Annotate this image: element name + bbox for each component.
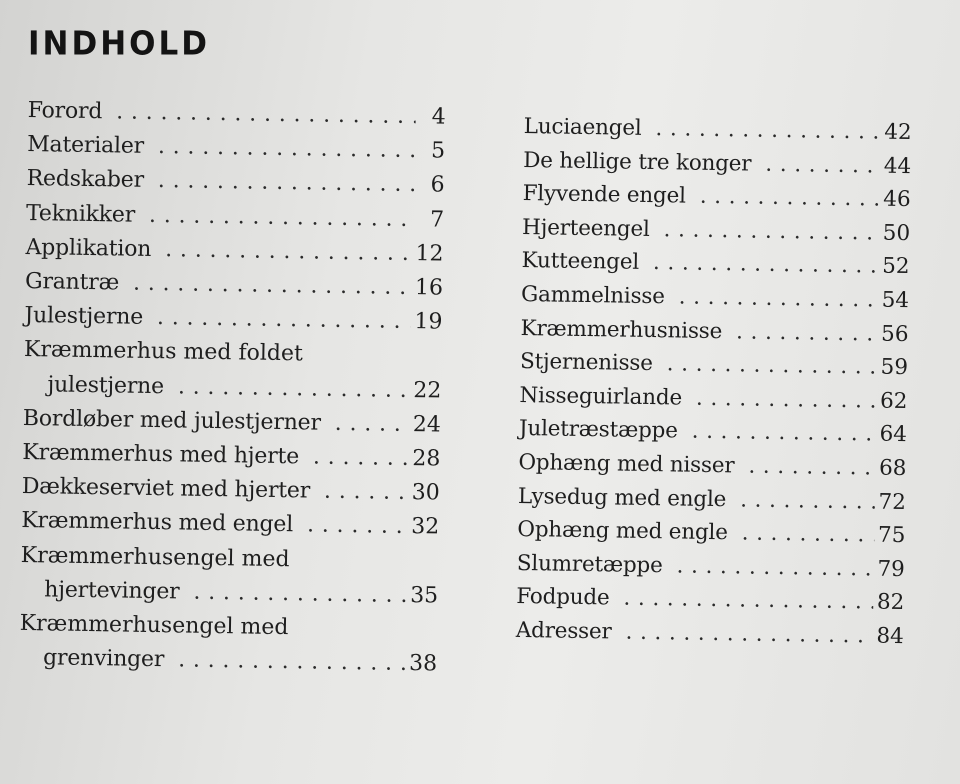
toc-entry-title: Lysedug med engle [517,483,727,512]
toc-entry-page: 84 [876,623,904,649]
toc-entry-page: 46 [883,186,911,213]
toc-right-column [516,110,912,654]
toc-entry-page: 30 [411,480,440,506]
toc-left-column [19,94,446,682]
toc-entry-page: 68 [878,455,907,481]
toc-entry-page: 62 [879,388,908,414]
toc-entry-title: Kutteengel [521,248,640,276]
toc-entry-page: 38 [408,651,438,677]
toc-entry [516,614,904,654]
toc-entry-page: 64 [879,421,908,448]
toc-entry-title: Slumretæppe [516,550,663,578]
toc-entry-page: 16 [414,275,444,301]
toc-entry-title: Redskaber [26,166,145,194]
toc-entry-title: Julestjerne [24,303,144,331]
toc-entry-title: Teknikker [25,200,136,228]
toc-entry-title: Bordløber med julestjerner [22,405,321,436]
toc-entry-title: Flyvende engel [522,181,686,209]
toc-entry-page: 56 [880,321,909,347]
toc-entry-title: Applikation [25,234,152,262]
toc-entry-page: 59 [880,354,909,381]
dot-leader [149,199,415,237]
toc-entry-title: Dækkeserviet med hjerter [21,474,311,504]
toc-entry-page: 32 [411,514,440,540]
dot-leader [623,582,873,620]
toc-entry-title: Materialer [27,132,145,160]
toc-entry-page: 19 [414,309,443,335]
toc-entry-page: 79 [877,556,906,582]
toc-entry-page: 12 [415,240,444,267]
dot-leader [655,112,880,149]
dot-leader [679,280,878,317]
toc-entry-title: Kræmmerhusnisse [520,315,723,344]
dot-leader [116,95,416,134]
toc-entry-title: Grantræ [24,268,120,296]
dot-leader [676,549,873,586]
toc-entry-page: 52 [882,254,910,280]
toc-entry-title-line1: Kræmmerhus med foldet [23,337,303,367]
dot-leader [178,644,405,682]
dot-leader [625,616,872,653]
toc-entry-title: Forord [27,97,103,125]
dot-leader [165,233,412,271]
toc-entry-title: Adresser [515,617,612,645]
toc-entry-title: julestjerne [47,371,165,399]
toc-entry-page: 50 [882,220,911,246]
dot-leader [193,576,406,614]
toc-entry-title: Ophæng med engle [517,517,728,546]
dot-leader [158,164,415,202]
toc-entry-page: 54 [881,287,910,314]
toc-entry-title: Stjernenisse [519,349,653,377]
toc-entry-page: 82 [876,589,905,616]
dot-leader [700,180,880,216]
dot-leader [653,246,879,283]
toc-entry-page: 6 [430,172,445,198]
toc-entry-title: Luciaengel [523,113,642,141]
toc-entry-title: Juletræstæppe [518,416,678,444]
dot-leader [666,347,876,384]
dot-leader [696,381,877,417]
toc-entry-page: 72 [878,489,907,515]
toc-entry-title: Nisseguirlande [519,382,683,411]
toc-entry-title: Hjerteengel [521,214,650,242]
toc-entry [19,641,437,682]
toc-entry-title: grenvinger [42,645,165,673]
toc-entry-title: De hellige tre konger [523,147,752,177]
toc-entry-title: hjertevinger [44,577,180,605]
dot-leader [748,450,875,486]
toc-entry-title: Kræmmerhus med engel [21,508,294,538]
dot-leader [313,441,409,477]
toc-entry-title-line1: Kræmmerhusengel med [19,610,289,641]
toc-entry-title: Kræmmerhus med hjerte [22,439,300,470]
toc-entry-page: 42 [884,119,912,146]
toc-entry-title: Fodpude [516,584,610,611]
toc-entry-page: 75 [877,522,906,549]
dot-leader [307,509,408,545]
dot-leader [324,475,408,511]
toc-entry-page: 4 [431,104,446,130]
dot-leader [178,370,410,408]
toc-entry-page: 22 [413,377,442,404]
toc-entry-title: Ophæng med nisser [518,449,735,479]
dot-leader [133,267,411,306]
dot-leader [740,483,875,519]
page-title: INDHOLD [28,25,210,63]
dot-leader [691,415,875,451]
dot-leader [736,315,878,351]
toc-entry-page: 28 [412,446,441,472]
dot-leader [334,407,409,442]
toc-entry-page: 5 [430,138,446,164]
toc-entry-page: 44 [883,153,912,179]
dot-leader [765,147,880,182]
toc-entry-page: 24 [412,411,442,438]
dot-leader [663,213,879,250]
toc-entry-title: Gammelnisse [520,281,665,310]
toc-entry-page: 35 [409,582,439,609]
dot-leader [741,517,874,553]
toc-entry-page: 7 [429,206,445,233]
toc-entry-title-line1: Kræmmerhusengel med [20,542,290,572]
dot-leader [158,130,416,168]
dot-leader [157,301,411,339]
